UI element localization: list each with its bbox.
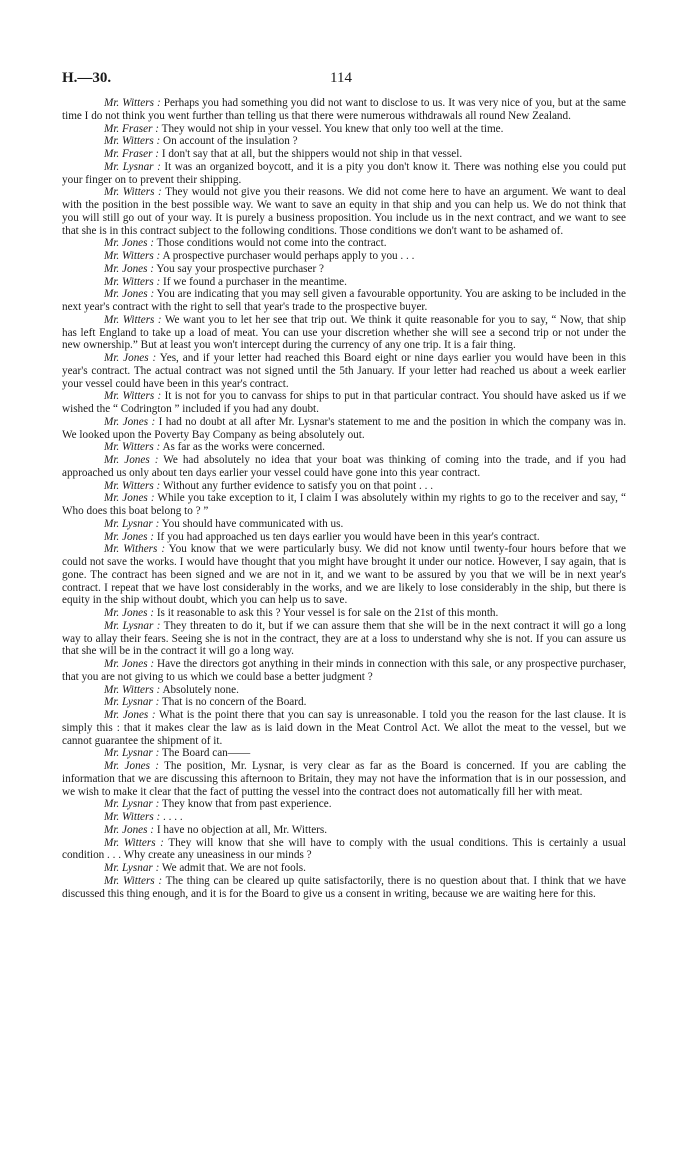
speaker-name: Mr. Jones :: [104, 709, 156, 721]
speech-text: You say your prospective purchaser ?: [156, 262, 324, 275]
speech-text: You should have communicated with us.: [161, 517, 344, 530]
transcript-paragraph: [62, 352, 626, 390]
speaker-name: Mr. Witters :: [104, 97, 161, 109]
speaker-name: Mr. Withers :: [104, 543, 166, 556]
speaker-name: Mr. Jones :: [104, 237, 155, 250]
speaker-name: Mr. Witters :: [104, 275, 161, 288]
speaker-name: Mr. Fraser :: [104, 122, 160, 135]
speech-text: The Board can——: [161, 747, 251, 760]
speaker-name: Mr. Jones :: [104, 288, 155, 301]
transcript-paragraph: [62, 135, 626, 148]
speech-text: We admit that. We are not fools.: [161, 862, 306, 874]
transcript-paragraph: [62, 276, 626, 289]
speaker-name: Mr. Jones :: [104, 530, 155, 543]
speaker-name: Mr. Jones :: [104, 607, 155, 619]
transcript-body: [62, 97, 626, 900]
speaker-name: Mr. Jones :: [104, 454, 159, 466]
transcript-paragraph: [62, 696, 626, 709]
speech-text: If we found a purchaser in the meantime.: [163, 275, 347, 288]
speech-text: You know that we were particularly busy. We did not know until twenty-four hours before that we could not save the works. I would have thought that you might have brought it under our notice. However, I say again, that is gone. The contract has been signed and we are not in it, and we want to be assured by you that we will be in next year's contract. I repeat that we have lost considerably in the works, and we are likely to lose considerably in the ship, but there is equity in the ship without doubt, which you can help us to save.: [62, 543, 626, 607]
speech-text: While you take exception to it, I claim I was absolutely within my rights to go to the receiver and say, “ Who does this boat belong to ? ”: [62, 492, 626, 517]
transcript-paragraph: [62, 123, 626, 136]
speaker-name: Mr. Lysnar :: [104, 517, 160, 530]
transcript-paragraph: [62, 518, 626, 531]
speaker-name: Mr. Witters :: [104, 836, 164, 849]
speech-text: The thing can be cleared up quite satisfactorily, there is no question about that. I think that we have discussed this thing enough, and it is for the Board to give us a consent in writing, because we are waiting here for this.: [62, 874, 626, 900]
speaker-name: Mr. Witters :: [104, 683, 161, 696]
transcript-paragraph: [62, 607, 626, 620]
page-number: 114: [330, 70, 352, 86]
transcript-paragraph: [62, 760, 626, 798]
speaker-name: Mr. Witters :: [104, 874, 163, 887]
transcript-paragraph: [62, 454, 626, 480]
speaker-name: Mr. Lysnar :: [104, 160, 161, 173]
page-header: [62, 70, 650, 90]
transcript-paragraph: [62, 658, 626, 684]
speaker-name: Mr. Jones :: [104, 352, 157, 364]
speech-text: Is it reasonable to ask this ? Your vessel is for sale on the 21st of this month.: [156, 607, 499, 619]
transcript-paragraph: [62, 263, 626, 276]
transcript-paragraph: [62, 709, 626, 747]
transcript-paragraph: [62, 875, 626, 901]
transcript-paragraph: [62, 314, 626, 352]
transcript-paragraph: [62, 237, 626, 250]
transcript-paragraph: [62, 824, 626, 837]
transcript-paragraph: [62, 186, 626, 237]
transcript-paragraph: [62, 250, 626, 263]
speech-text: . . . .: [163, 811, 183, 823]
speaker-name: Mr. Jones :: [104, 262, 155, 275]
speech-text: They know that from past experience.: [161, 798, 332, 811]
speech-text: They threaten to do it, but if we can assure them that she will be in the next contract it will go a long way to allay their fears. Seeing she is not in the contract, they are at a loss to understand why she is not. If you can assure us that she will be in the contract it will go a long way.: [62, 619, 626, 658]
speaker-name: Mr. Lysnar :: [104, 747, 160, 760]
speaker-name: Mr. Jones :: [104, 492, 155, 505]
transcript-paragraph: [62, 97, 626, 123]
speaker-name: Mr. Jones :: [104, 760, 159, 772]
speaker-name: Mr. Jones :: [104, 658, 155, 670]
transcript-paragraph: [62, 492, 626, 518]
speech-text: Absolutely none.: [162, 683, 239, 696]
speech-text: On account of the insulation ?: [163, 135, 298, 148]
speech-text: They would not ship in your vessel. You knew that only too well at the time.: [161, 122, 504, 135]
transcript-paragraph: [62, 862, 626, 875]
speech-text: They would not give you their reasons. We did not come here to have an argument. We want to deal with the position in the best possible way. We want to save an equity in that ship and you can help us. We do not think that you will still go out of your way. It is purely a business proposition. You include us in the next contract, and we want to see that she is in this contract subject to the following conditions. Those conditions we don't want to be ashamed of.: [62, 186, 626, 237]
speaker-name: Mr. Lysnar :: [104, 862, 160, 874]
transcript-paragraph: [62, 798, 626, 811]
speaker-name: Mr. Jones :: [104, 415, 156, 428]
transcript-paragraph: [62, 837, 626, 863]
transcript-paragraph: [62, 811, 626, 824]
speaker-name: Mr. Witters :: [104, 186, 162, 199]
speech-text: Those conditions would not come into the contract.: [156, 237, 387, 250]
speaker-name: Mr. Witters :: [104, 811, 161, 823]
speech-text: It was an organized boycott, and it is a pity you don't know it. There was nothing else you could put your finger on to prevent their shipping.: [62, 160, 627, 186]
transcript-paragraph: [62, 747, 626, 760]
transcript-paragraph: [62, 161, 626, 187]
speech-text: We want you to let her see that trip out. We think it quite reasonable for you to say, “ Now, that ship has left England to take up a load of meat. You can use your discretion whether she will see a second trip or not under the new ownership.” But at least you won't intercept during the currency of any one trip. It is a fair thing.: [62, 313, 626, 352]
speech-text: They will know that she will have to comply with the usual conditions. This is certainly a usual condition . . . Why create any uneasiness in our minds ?: [62, 836, 626, 862]
transcript-paragraph: [62, 416, 626, 442]
speaker-name: Mr. Lysnar :: [104, 619, 161, 632]
speaker-name: Mr. Lysnar :: [104, 798, 160, 811]
speaker-name: Mr. Witters :: [104, 313, 162, 326]
transcript-paragraph: [62, 620, 626, 658]
speech-text: Perhaps you had something you did not want to disclose to us. It was very nice of you, but at the same time I do not think you went further than telling us that there were numerous withdrawals all round New Zealand.: [62, 97, 627, 122]
speaker-name: Mr. Witters :: [104, 390, 162, 403]
transcript-paragraph: [62, 288, 626, 314]
speech-text: If you had approached us ten days earlier you would have been in this year's contract.: [156, 530, 540, 543]
speech-text: You are indicating that you may sell given a favourable opportunity. You are asking to be included in the next year's contract with the right to sell that year's trade to the prospective buyer.: [62, 288, 626, 313]
transcript-paragraph: [62, 684, 626, 697]
speaker-name: Mr. Lysnar :: [104, 696, 160, 709]
speaker-name: Mr. Jones :: [104, 823, 155, 836]
document-reference: H.—30.: [62, 70, 112, 86]
speech-text: That is no concern of the Board.: [161, 696, 307, 709]
transcript-paragraph: [62, 480, 626, 493]
speaker-name: Mr. Fraser :: [104, 148, 160, 160]
speaker-name: Mr. Witters :: [104, 479, 161, 492]
transcript-paragraph: [62, 148, 626, 161]
speech-text: As far as the works were concerned.: [162, 441, 325, 454]
speech-text: It is not for you to canvass for ships to put in that particular contract. You should have asked us if we wished the “ Codrington ” included if you had any doubt.: [62, 390, 627, 415]
speaker-name: Mr. Witters :: [104, 441, 161, 454]
speech-text: Without any further evidence to satisfy you on that point . . .: [162, 479, 434, 492]
transcript-paragraph: [62, 531, 626, 544]
speech-text: I have no objection at all, Mr. Witters.: [156, 823, 328, 836]
transcript-paragraph: [62, 441, 626, 454]
speech-text: I had no doubt at all after Mr. Lysnar's statement to me and the position in which the company was in. We looked upon the Poverty Bay Company as being absolutely out.: [62, 415, 626, 441]
speech-text: I don't say that at all, but the shippers would not ship in that vessel.: [161, 148, 463, 160]
speech-text: A prospective purchaser would perhaps apply to you . . .: [162, 250, 415, 262]
speaker-name: Mr. Witters :: [104, 250, 161, 262]
speech-text: The position, Mr. Lysnar, is very clear as far as the Board is concerned. If you are cabling the information that we are discussing this afternoon to Britain, they may not have the information that is in our possession, and we wish to make it clear that the fact of putting the vessel into the contract does not automatically fill her with meat.: [62, 760, 626, 798]
speaker-name: Mr. Witters :: [104, 135, 161, 148]
speech-text: We had absolutely no idea that your boat was thinking of coming into the trade, and if you had approached us only about ten days earlier your vessel could have gone into this year contract.: [62, 454, 626, 479]
transcript-paragraph: [62, 390, 626, 416]
transcript-paragraph: [62, 543, 626, 607]
speech-text: What is the point there that you can say is unreasonable. I told you the reason for the last clause. It is simply this : that it makes clear the law as is laid down in the Meat Control Act. We allot the meat to the vessel, but we cannot guarantee the shipment of it.: [62, 709, 626, 747]
speech-text: Yes, and if your letter had reached this Board eight or nine days earlier you would have been in this year's contract. The actual contract was not signed until the 5th January. If your letter had reached us about a week earlier your vessel could have been in this year's contract.: [62, 352, 626, 390]
speech-text: Have the directors got anything in their minds in connection with this sale, or any prospective purchaser, that you are not giving to us which we could base a better judgment ?: [62, 658, 626, 683]
